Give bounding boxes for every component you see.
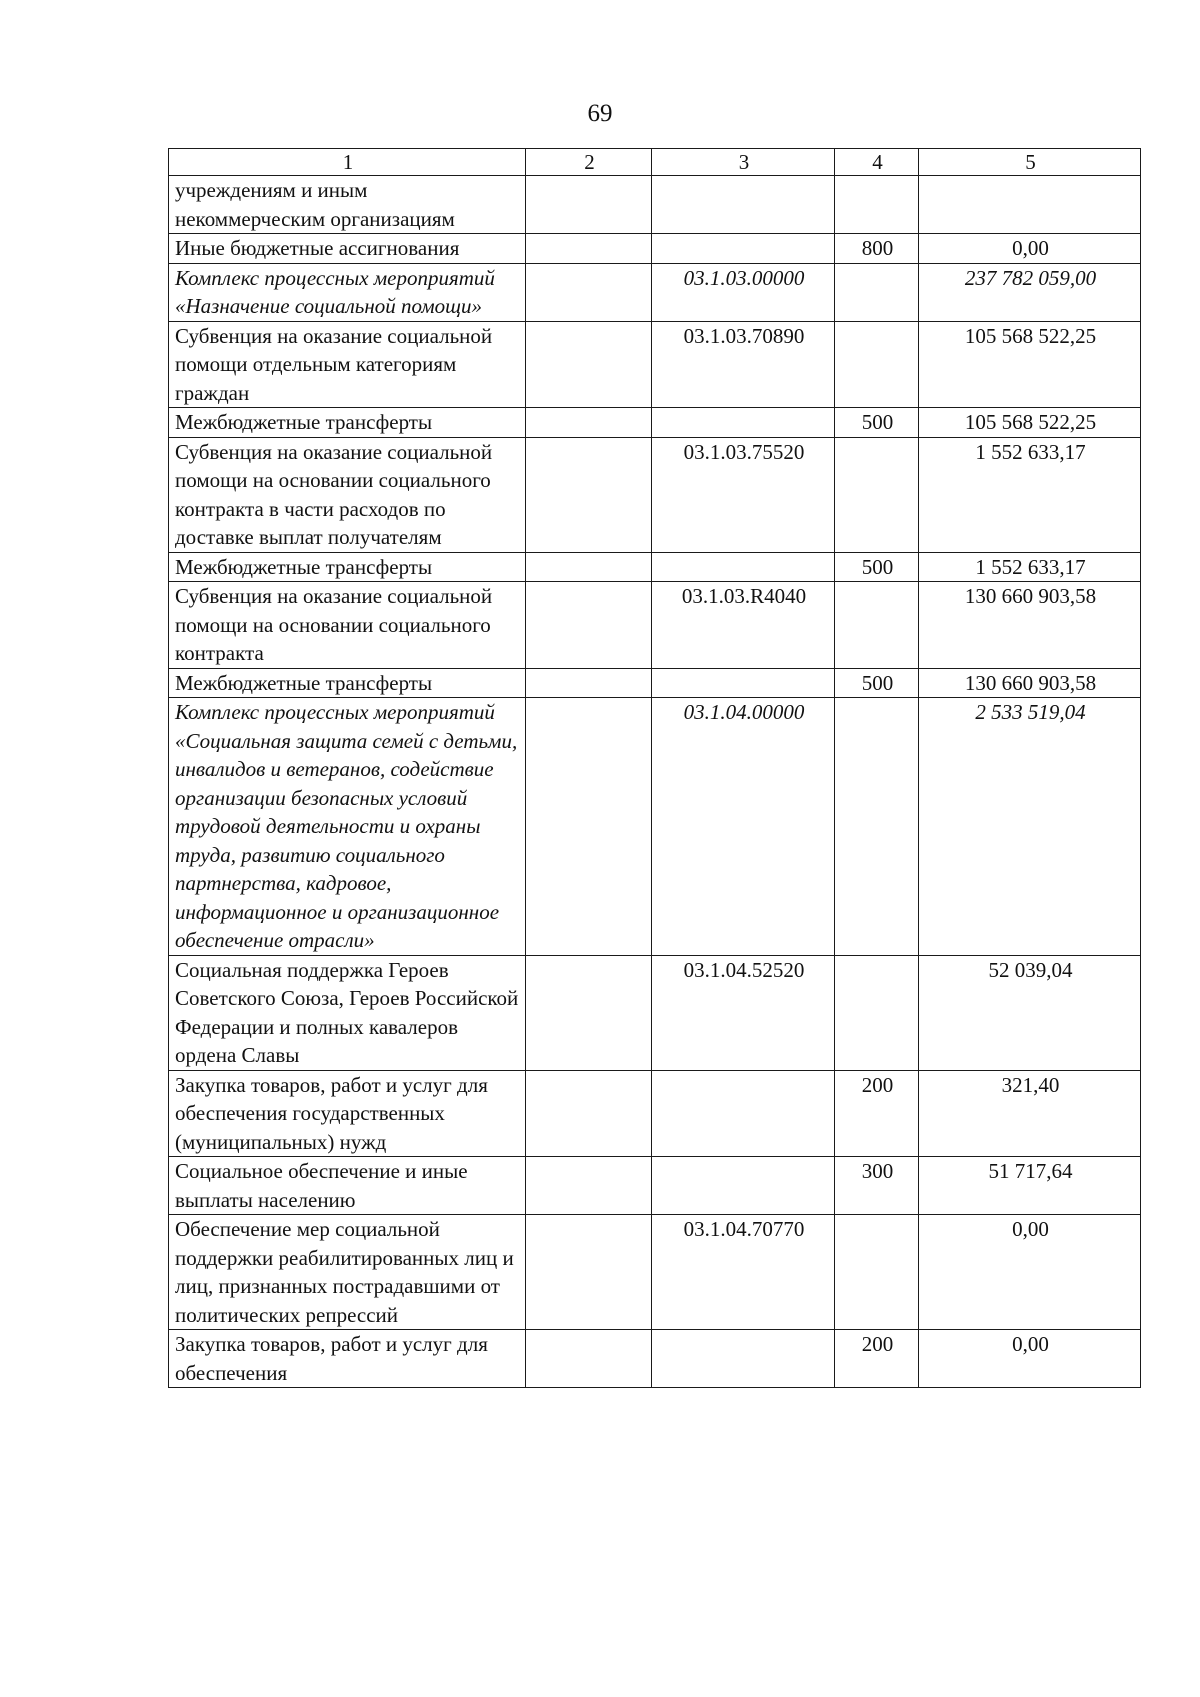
amount-cell: 0,00 [919,1330,1141,1388]
col2-cell [526,552,652,582]
row-name-cell: Комплекс процессных мероприятий «Назначение социальной помощи» [169,263,526,321]
amount-cell: 130 660 903,58 [919,668,1141,698]
table-row [169,321,1141,408]
type-cell: 500 [835,668,919,698]
type-cell [835,1215,919,1330]
col2-cell [526,1070,652,1157]
col2-cell [526,234,652,264]
row-name-cell: Обеспечение мер социальной поддержки реабилитированных лиц и лиц, признанных пострадавшими от политических репрессий [169,1215,526,1330]
table-row [169,263,1141,321]
code-cell: 03.1.04.00000 [652,698,835,956]
table-row [169,552,1141,582]
type-cell: 800 [835,234,919,264]
code-cell: 03.1.03.00000 [652,263,835,321]
header-cell: 3 [652,149,835,176]
header-cell: 5 [919,149,1141,176]
code-cell [652,1330,835,1388]
col2-cell [526,408,652,438]
amount-cell: 0,00 [919,234,1141,264]
code-cell [652,668,835,698]
code-cell [652,1157,835,1215]
amount-cell: 130 660 903,58 [919,582,1141,669]
row-name-cell: Межбюджетные трансферты [169,552,526,582]
table-header-row [169,149,1141,176]
col2-cell [526,582,652,669]
table-row [169,1070,1141,1157]
col2-cell [526,1215,652,1330]
type-cell [835,437,919,552]
header-cell: 1 [169,149,526,176]
table-row [169,582,1141,669]
type-cell [835,176,919,234]
row-name-cell: Межбюджетные трансферты [169,408,526,438]
code-cell [652,552,835,582]
code-cell [652,408,835,438]
col2-cell [526,321,652,408]
col2-cell [526,955,652,1070]
amount-cell: 0,00 [919,1215,1141,1330]
amount-cell [919,176,1141,234]
table-row [169,408,1141,438]
table-row [169,1157,1141,1215]
table-row [169,176,1141,234]
type-cell: 300 [835,1157,919,1215]
page-number: 69 [587,100,613,127]
code-cell [652,234,835,264]
row-name-cell: Социальное обеспечение и иные выплаты населению [169,1157,526,1215]
code-cell [652,1070,835,1157]
code-cell: 03.1.04.52520 [652,955,835,1070]
row-name-cell: Субвенция на оказание социальной помощи на основании социального контракта [169,582,526,669]
amount-cell: 321,40 [919,1070,1141,1157]
row-name-cell: Иные бюджетные ассигнования [169,234,526,264]
amount-cell: 105 568 522,25 [919,408,1141,438]
table-row [169,1215,1141,1330]
row-name-cell: Комплекс процессных мероприятий «Социальная защита семей с детьми, инвалидов и ветеранов, содействие организации безопасных условий трудовой деятельности и охраны труда, развитию социального партнерства, кадровое, информационное и организационное обеспечение отрасли» [169,698,526,956]
amount-cell: 2 533 519,04 [919,698,1141,956]
amount-cell: 1 552 633,17 [919,552,1141,582]
col2-cell [526,1330,652,1388]
row-name-cell: Субвенция на оказание социальной помощи на основании социального контракта в части расходов по доставке выплат получателям [169,437,526,552]
col2-cell [526,668,652,698]
col2-cell [526,698,652,956]
row-name-cell: учреждениям и иным некоммерческим организациям [169,176,526,234]
code-cell: 03.1.04.70770 [652,1215,835,1330]
type-cell: 200 [835,1070,919,1157]
row-name-cell: Закупка товаров, работ и услуг для обеспечения [169,1330,526,1388]
header-cell: 2 [526,149,652,176]
amount-cell: 237 782 059,00 [919,263,1141,321]
type-cell: 500 [835,408,919,438]
row-name-cell: Социальная поддержка Героев Советского Союза, Героев Российской Федерации и полных кавалеров ордена Славы [169,955,526,1070]
type-cell [835,698,919,956]
type-cell [835,321,919,408]
header-cell: 4 [835,149,919,176]
table-row [169,437,1141,552]
budget-table [168,148,1141,1388]
table-row [169,1330,1141,1388]
code-cell: 03.1.03.70890 [652,321,835,408]
table-row [169,698,1141,956]
row-name-cell: Межбюджетные трансферты [169,668,526,698]
table-row [169,234,1141,264]
row-name-cell: Закупка товаров, работ и услуг для обеспечения государственных (муниципальных) нужд [169,1070,526,1157]
amount-cell: 105 568 522,25 [919,321,1141,408]
code-cell [652,176,835,234]
amount-cell: 51 717,64 [919,1157,1141,1215]
col2-cell [526,1157,652,1215]
code-cell: 03.1.03.75520 [652,437,835,552]
type-cell [835,955,919,1070]
table-row [169,668,1141,698]
amount-cell: 52 039,04 [919,955,1141,1070]
row-name-cell: Субвенция на оказание социальной помощи отдельным категориям граждан [169,321,526,408]
col2-cell [526,263,652,321]
type-cell: 500 [835,552,919,582]
type-cell: 200 [835,1330,919,1388]
table-row [169,955,1141,1070]
col2-cell [526,437,652,552]
amount-cell: 1 552 633,17 [919,437,1141,552]
col2-cell [526,176,652,234]
type-cell [835,582,919,669]
type-cell [835,263,919,321]
code-cell: 03.1.03.R4040 [652,582,835,669]
